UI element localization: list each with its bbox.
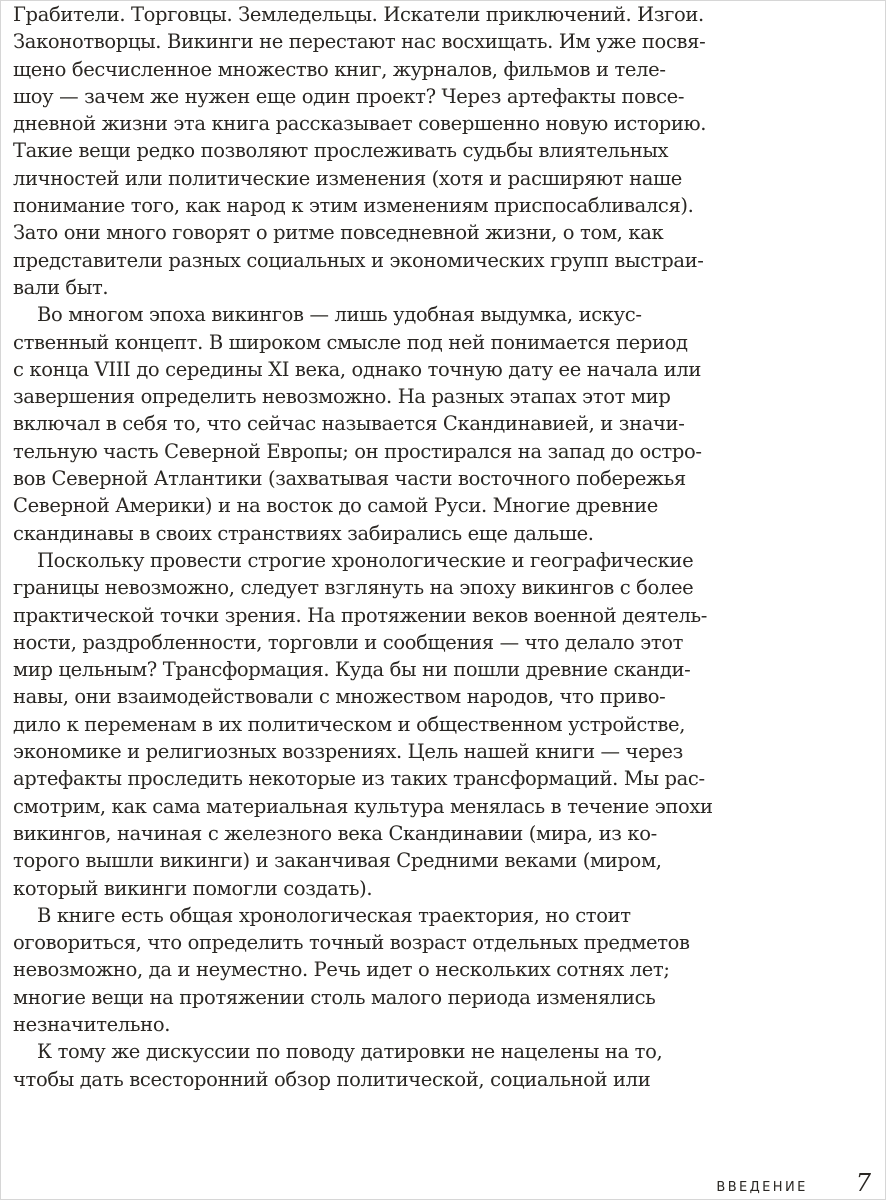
body-text [13, 1, 873, 1093]
text-line: личностей или политические изменения (хотя и расширяют наше [13, 166, 682, 190]
text-line: Поскольку провести строгие хронологические и географические [37, 548, 694, 572]
running-section-title: ВВЕДЕНИЕ [716, 1180, 808, 1195]
paragraph [13, 547, 873, 902]
text-line: многие вещи на протяжении столь малого периода изменялись [13, 985, 656, 1009]
text-line: невозможно, да и неуместно. Речь идет о нескольких сотнях лет; [13, 958, 670, 982]
text-line: вов Северной Атлантики (захватывая части восточного побережья [13, 467, 686, 491]
paragraph [13, 1038, 873, 1093]
text-line: викингов, начиная с железного века Скандинавии (мира, из ко- [13, 821, 657, 845]
text-line: дневной жизни эта книга рассказывает совершенно новую историю. [13, 112, 707, 136]
text-line: В книге есть общая хронологическая траектория, но стоит [37, 903, 631, 927]
text-line: К тому же дискуссии по поводу датировки не нацелены на то, [37, 1040, 663, 1064]
text-line: дило к переменам в их политическом и общественном устройстве, [13, 712, 686, 736]
text-line: Грабители. Торговцы. Земледельцы. Искатели приключений. Изгои. [13, 3, 704, 26]
page-number: 7 [855, 1169, 871, 1197]
text-line: включал в себя то, что сейчас называется Скандинавией, и значи- [13, 412, 685, 436]
text-line: вали быт. [13, 275, 109, 299]
paragraph [13, 301, 873, 547]
paragraph [13, 1, 873, 301]
text-line: ственный концепт. В широком смысле под ней понимается период [13, 330, 688, 354]
text-line: экономике и религиозных воззрениях. Цель нашей книги — через [13, 740, 683, 764]
text-line: незначительно. [13, 1012, 171, 1036]
text-line: смотрим, как сама материальная культура менялась в течение эпохи [13, 794, 713, 818]
text-line: Такие вещи редко позволяют прослеживать судьбы влиятельных [13, 139, 669, 163]
text-line: ности, раздробленности, торговли и сообщения — что делало этот [13, 630, 684, 654]
text-line: представители разных социальных и экономических групп выстраи- [13, 248, 704, 272]
text-line: с конца VIII до середины XI века, однако точную дату ее начала или [13, 357, 702, 381]
text-line: навы, они взаимодействовали с множеством народов, что приво- [13, 685, 666, 709]
text-line: шоу — зачем же нужен еще один проект? Через артефакты повсе- [13, 84, 685, 108]
text-line: Законотворцы. Викинги не перестают нас восхищать. Им уже посвя- [13, 30, 706, 54]
text-line: границы невозможно, следует взглянуть на эпоху викингов с более [13, 576, 694, 600]
text-line: оговориться, что определить точный возраст отдельных предметов [13, 931, 690, 955]
text-line: артефакты проследить некоторые из таких трансформаций. Мы рас- [13, 767, 705, 791]
page-footer [716, 1169, 871, 1197]
text-line: чтобы дать всесторонний обзор политической, социальной или [13, 1067, 651, 1091]
text-line: мир цельным? Трансформация. Куда бы ни пошли древние сканди- [13, 658, 691, 682]
text-line: тельную часть Северной Европы; он простирался на запад до остро- [13, 439, 702, 463]
text-line: завершения определить невозможно. На разных этапах этот мир [13, 385, 671, 409]
text-line: Северной Америки) и на восток до самой Руси. Многие древние [13, 494, 658, 518]
text-line: скандинавы в своих странствиях забирались еще дальше. [13, 521, 594, 545]
paragraph [13, 902, 873, 1038]
text-line: Зато они много говорят о ритме повседневной жизни, о том, как [13, 221, 664, 245]
text-line: понимание того, как народ к этим изменениям приспосабливался). [13, 194, 694, 218]
text-line: практической точки зрения. На протяжении веков военной деятель- [13, 603, 708, 627]
text-line: торого вышли викинги) и заканчивая Средними веками (миром, [13, 849, 662, 873]
text-line: щено бесчисленное множество книг, журналов, фильмов и теле- [13, 57, 666, 81]
text-line: который викинги помогли создать). [13, 876, 373, 900]
text-line: Во многом эпоха викингов — лишь удобная выдумка, искус- [37, 303, 642, 327]
